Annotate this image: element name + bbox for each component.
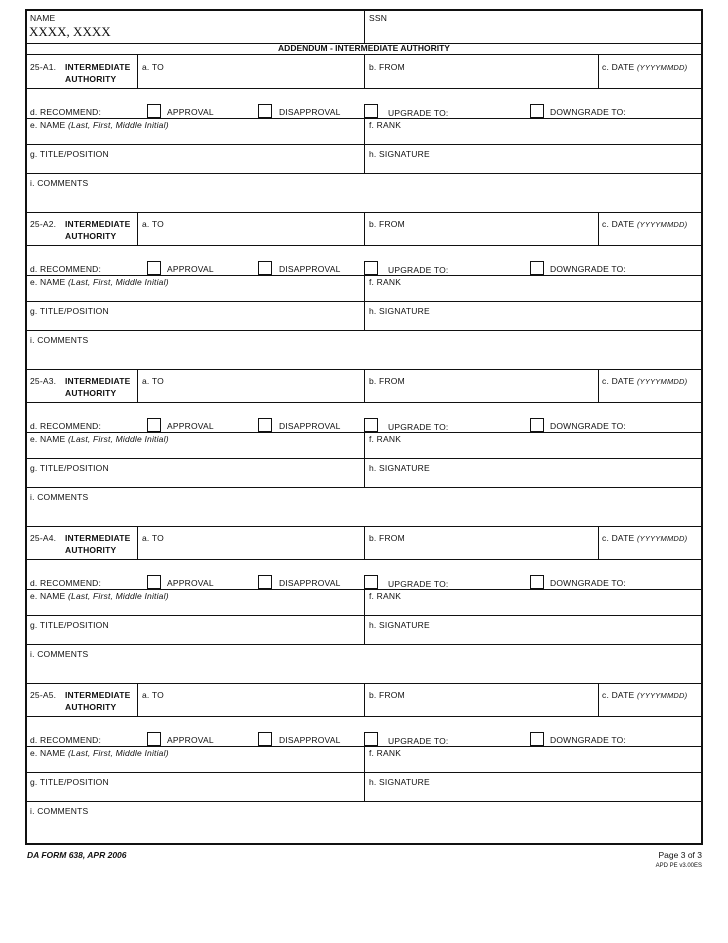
page-number: Page 3 of 3 bbox=[658, 850, 702, 860]
title-position-label[interactable]: g. TITLE/POSITION bbox=[30, 463, 109, 473]
divider bbox=[364, 432, 365, 487]
disapproval-label: DISAPPROVAL bbox=[279, 107, 341, 117]
divider bbox=[598, 212, 599, 245]
to-label[interactable]: a. TO bbox=[142, 219, 164, 229]
authority-label: AUTHORITY bbox=[65, 545, 117, 555]
section-id: 25-A4. bbox=[30, 533, 57, 543]
divider bbox=[364, 369, 365, 402]
divider bbox=[27, 644, 701, 645]
section-id: 25-A5. bbox=[30, 690, 57, 700]
downgrade-checkbox[interactable] bbox=[530, 732, 544, 746]
approval-checkbox[interactable] bbox=[147, 418, 161, 432]
rank-label[interactable]: f. RANK bbox=[369, 591, 402, 601]
approval-checkbox[interactable] bbox=[147, 575, 161, 589]
approval-checkbox[interactable] bbox=[147, 732, 161, 746]
divider bbox=[27, 402, 701, 403]
recommend-label: d. RECOMMEND: bbox=[30, 107, 102, 117]
authority-label: AUTHORITY bbox=[65, 388, 117, 398]
intermediate-authority-section bbox=[27, 526, 701, 684]
divider bbox=[27, 88, 701, 89]
authority-label: AUTHORITY bbox=[65, 74, 117, 84]
section-id: 25-A1. bbox=[30, 62, 57, 72]
divider bbox=[364, 275, 365, 330]
from-label[interactable]: b. FROM bbox=[369, 690, 405, 700]
intermediate-label: INTERMEDIATE bbox=[65, 376, 131, 386]
name-label[interactable] bbox=[30, 434, 169, 444]
authority-label: AUTHORITY bbox=[65, 231, 117, 241]
divider bbox=[364, 526, 365, 559]
intermediate-label: INTERMEDIATE bbox=[65, 533, 131, 543]
intermediate-authority-section bbox=[27, 683, 701, 840]
from-label[interactable]: b. FROM bbox=[369, 533, 405, 543]
recommend-label: d. RECOMMEND: bbox=[30, 264, 102, 274]
rank-label[interactable]: f. RANK bbox=[369, 434, 402, 444]
upgrade-label: UPGRADE TO: bbox=[388, 108, 449, 118]
disapproval-checkbox[interactable] bbox=[258, 732, 272, 746]
date-label[interactable] bbox=[602, 376, 687, 386]
divider bbox=[27, 458, 701, 459]
approval-label: APPROVAL bbox=[167, 421, 214, 431]
date-label-text: c. DATE bbox=[602, 376, 635, 386]
name-label[interactable] bbox=[30, 748, 169, 758]
to-label[interactable]: a. TO bbox=[142, 62, 164, 72]
name-field[interactable]: XXXX, XXXX bbox=[29, 24, 111, 39]
divider bbox=[27, 173, 701, 174]
upgrade-checkbox[interactable] bbox=[364, 261, 378, 275]
divider bbox=[27, 487, 701, 488]
downgrade-label: DOWNGRADE TO: bbox=[550, 421, 626, 431]
intermediate-label: INTERMEDIATE bbox=[65, 219, 131, 229]
downgrade-checkbox[interactable] bbox=[530, 575, 544, 589]
addendum-title: ADDENDUM - INTERMEDIATE AUTHORITY bbox=[27, 43, 701, 55]
downgrade-label: DOWNGRADE TO: bbox=[550, 107, 626, 117]
disapproval-label: DISAPPROVAL bbox=[279, 578, 341, 588]
comments-label[interactable]: i. COMMENTS bbox=[30, 492, 89, 502]
ssn-label: SSN bbox=[369, 13, 388, 23]
downgrade-checkbox[interactable] bbox=[530, 261, 544, 275]
signature-label[interactable]: h. SIGNATURE bbox=[369, 777, 430, 787]
date-format: (YYYYMMDD) bbox=[636, 220, 688, 229]
divider bbox=[598, 526, 599, 559]
rank-label[interactable]: f. RANK bbox=[369, 277, 402, 287]
upgrade-label: UPGRADE TO: bbox=[388, 579, 449, 589]
approval-label: APPROVAL bbox=[167, 264, 214, 274]
approval-label: APPROVAL bbox=[167, 578, 214, 588]
recommend-label: d. RECOMMEND: bbox=[30, 578, 102, 588]
name-label[interactable] bbox=[30, 277, 169, 287]
recommend-label: d. RECOMMEND: bbox=[30, 421, 102, 431]
intermediate-authority-section bbox=[27, 55, 701, 213]
form-header bbox=[27, 11, 701, 44]
name-label[interactable] bbox=[30, 591, 169, 601]
date-format: (YYYYMMDD) bbox=[636, 691, 688, 700]
rank-label[interactable]: f. RANK bbox=[369, 120, 402, 130]
name-label[interactable] bbox=[30, 120, 169, 130]
divider bbox=[27, 772, 701, 773]
name-format: (Last, First, Middle Initial) bbox=[67, 591, 169, 601]
divider bbox=[27, 330, 701, 331]
date-format: (YYYYMMDD) bbox=[636, 377, 688, 386]
rank-label[interactable]: f. RANK bbox=[369, 748, 402, 758]
date-label-text: c. DATE bbox=[602, 62, 635, 72]
date-format: (YYYYMMDD) bbox=[636, 63, 688, 72]
form-id: DA FORM 638, APR 2006 bbox=[27, 850, 127, 860]
from-label[interactable]: b. FROM bbox=[369, 219, 405, 229]
disapproval-checkbox[interactable] bbox=[258, 575, 272, 589]
comments-label[interactable]: i. COMMENTS bbox=[30, 806, 89, 816]
signature-label[interactable]: h. SIGNATURE bbox=[369, 149, 430, 159]
disapproval-label: DISAPPROVAL bbox=[279, 264, 341, 274]
version-label: APD PE v3.00ES bbox=[655, 863, 702, 869]
upgrade-checkbox[interactable] bbox=[364, 575, 378, 589]
upgrade-label: UPGRADE TO: bbox=[388, 265, 449, 275]
signature-label[interactable]: h. SIGNATURE bbox=[369, 620, 430, 630]
approval-label: APPROVAL bbox=[167, 735, 214, 745]
divider bbox=[364, 746, 365, 801]
name-label-text: e. NAME bbox=[30, 120, 66, 130]
name-label-text: e. NAME bbox=[30, 748, 66, 758]
authority-label: AUTHORITY bbox=[65, 702, 117, 712]
comments-label[interactable]: i. COMMENTS bbox=[30, 335, 89, 345]
downgrade-label: DOWNGRADE TO: bbox=[550, 264, 626, 274]
comments-label[interactable]: i. COMMENTS bbox=[30, 178, 89, 188]
divider bbox=[27, 301, 701, 302]
name-format: (Last, First, Middle Initial) bbox=[67, 748, 169, 758]
divider bbox=[598, 683, 599, 716]
from-label[interactable]: b. FROM bbox=[369, 62, 405, 72]
divider bbox=[364, 55, 365, 88]
comments-label[interactable]: i. COMMENTS bbox=[30, 649, 89, 659]
from-label[interactable]: b. FROM bbox=[369, 376, 405, 386]
intermediate-authority-section bbox=[27, 369, 701, 527]
intermediate-label: INTERMEDIATE bbox=[65, 690, 131, 700]
downgrade-label: DOWNGRADE TO: bbox=[550, 578, 626, 588]
date-label-text: c. DATE bbox=[602, 219, 635, 229]
name-label: NAME bbox=[30, 13, 56, 23]
divider bbox=[364, 683, 365, 716]
upgrade-checkbox[interactable] bbox=[364, 732, 378, 746]
title-position-label[interactable]: g. TITLE/POSITION bbox=[30, 306, 109, 316]
divider bbox=[27, 559, 701, 560]
disapproval-checkbox[interactable] bbox=[258, 261, 272, 275]
name-format: (Last, First, Middle Initial) bbox=[67, 277, 169, 287]
intermediate-label: INTERMEDIATE bbox=[65, 62, 131, 72]
disapproval-label: DISAPPROVAL bbox=[279, 421, 341, 431]
date-label[interactable] bbox=[602, 219, 687, 229]
disapproval-label: DISAPPROVAL bbox=[279, 735, 341, 745]
date-format: (YYYYMMDD) bbox=[636, 534, 688, 543]
date-label-text: c. DATE bbox=[602, 690, 635, 700]
name-label-text: e. NAME bbox=[30, 434, 66, 444]
name-label-text: e. NAME bbox=[30, 591, 66, 601]
signature-label[interactable]: h. SIGNATURE bbox=[369, 306, 430, 316]
name-format: (Last, First, Middle Initial) bbox=[67, 434, 169, 444]
section-id: 25-A3. bbox=[30, 376, 57, 386]
title-position-label[interactable]: g. TITLE/POSITION bbox=[30, 149, 109, 159]
divider bbox=[137, 526, 138, 559]
name-label-text: e. NAME bbox=[30, 277, 66, 287]
divider bbox=[364, 11, 365, 43]
date-label-text: c. DATE bbox=[602, 533, 635, 543]
divider bbox=[27, 615, 701, 616]
divider bbox=[598, 369, 599, 402]
to-label[interactable]: a. TO bbox=[142, 376, 164, 386]
upgrade-checkbox[interactable] bbox=[364, 418, 378, 432]
divider bbox=[137, 369, 138, 402]
recommend-label: d. RECOMMEND: bbox=[30, 735, 102, 745]
divider bbox=[27, 144, 701, 145]
intermediate-authority-section bbox=[27, 212, 701, 370]
divider bbox=[27, 801, 701, 802]
disapproval-checkbox[interactable] bbox=[258, 418, 272, 432]
da-form-638-page bbox=[25, 9, 703, 845]
divider bbox=[137, 683, 138, 716]
date-label[interactable] bbox=[602, 62, 687, 72]
to-label[interactable]: a. TO bbox=[142, 690, 164, 700]
divider bbox=[364, 212, 365, 245]
name-format: (Last, First, Middle Initial) bbox=[67, 120, 169, 130]
to-label[interactable]: a. TO bbox=[142, 533, 164, 543]
downgrade-checkbox[interactable] bbox=[530, 418, 544, 432]
divider bbox=[364, 118, 365, 173]
divider bbox=[598, 55, 599, 88]
section-id: 25-A2. bbox=[30, 219, 57, 229]
divider bbox=[27, 245, 701, 246]
divider bbox=[364, 589, 365, 644]
disapproval-checkbox[interactable] bbox=[258, 104, 272, 118]
divider bbox=[137, 212, 138, 245]
upgrade-label: UPGRADE TO: bbox=[388, 736, 449, 746]
title-position-label[interactable]: g. TITLE/POSITION bbox=[30, 777, 109, 787]
title-position-label[interactable]: g. TITLE/POSITION bbox=[30, 620, 109, 630]
upgrade-checkbox[interactable] bbox=[364, 104, 378, 118]
approval-label: APPROVAL bbox=[167, 107, 214, 117]
approval-checkbox[interactable] bbox=[147, 104, 161, 118]
downgrade-label: DOWNGRADE TO: bbox=[550, 735, 626, 745]
approval-checkbox[interactable] bbox=[147, 261, 161, 275]
signature-label[interactable]: h. SIGNATURE bbox=[369, 463, 430, 473]
upgrade-label: UPGRADE TO: bbox=[388, 422, 449, 432]
divider bbox=[137, 55, 138, 88]
downgrade-checkbox[interactable] bbox=[530, 104, 544, 118]
date-label[interactable] bbox=[602, 690, 687, 700]
date-label[interactable] bbox=[602, 533, 687, 543]
divider bbox=[27, 716, 701, 717]
